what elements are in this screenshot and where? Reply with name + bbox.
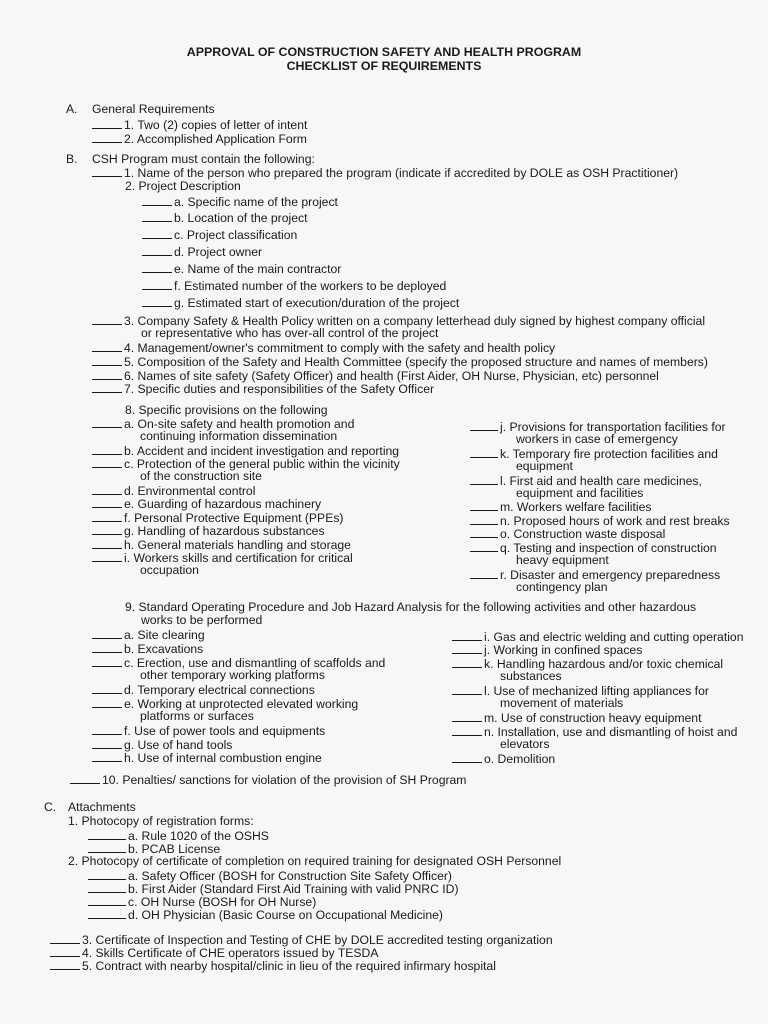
item-label: b. PCAB License (128, 842, 221, 856)
project-desc-b (142, 211, 307, 226)
check-blank[interactable] (92, 511, 122, 522)
item-label: 3. Certificate of Inspection and Testing of CHE by DOLE accredited testing organization (82, 933, 553, 947)
sop-right-item (452, 643, 642, 658)
project-desc-d (142, 245, 262, 260)
item-label: a. Safety Officer (BOSH for Construction Site Safety Officer) (128, 869, 452, 883)
section-c-item-2d (88, 908, 443, 923)
check-blank[interactable] (92, 444, 122, 455)
item-label: a. Site clearing (124, 628, 205, 642)
check-blank[interactable] (470, 527, 498, 538)
provision-left-item (92, 551, 353, 566)
item-label: of the construction site (140, 469, 262, 483)
item-label: 10. Penalties/ sanctions for violation of the provision of SH Program (102, 773, 467, 787)
section-c-item-2: 2. Photocopy of certificate of completion on required training for designated OSH Personnel (68, 854, 562, 868)
check-blank[interactable] (50, 959, 80, 970)
check-blank[interactable] (92, 697, 122, 708)
item-label: 3. Company Safety & Health Policy written on a company letterhead duly signed by highest company official (124, 314, 706, 328)
item-label: movement of materials (500, 696, 624, 710)
check-blank[interactable] (142, 211, 172, 222)
sop-right-item (452, 657, 723, 672)
section-b-item-10 (70, 773, 466, 788)
item-label: e. Working at unprotected elevated working (124, 697, 359, 711)
section-c-item-5 (50, 959, 496, 974)
item-label: occupation (140, 563, 199, 577)
provision-right-item-cont (516, 460, 573, 474)
check-blank[interactable] (142, 262, 172, 273)
section-b-heading: CSH Program must contain the following: (92, 152, 315, 166)
item-label: g. Handling of hazardous substances (124, 524, 325, 538)
item-label: e. Name of the main contractor (174, 262, 342, 276)
check-blank[interactable] (452, 725, 482, 736)
sop-right-item-cont (500, 738, 549, 752)
check-blank[interactable] (92, 751, 122, 762)
item-label: d. Environmental control (124, 484, 256, 498)
item-label: 1. Two (2) copies of letter of intent (124, 118, 308, 132)
item-label: q. Testing and inspection of construction (500, 541, 717, 555)
section-b-item-5 (92, 355, 708, 370)
item-label: r. Disaster and emergency preparedness (500, 568, 721, 582)
item-label: l. First aid and health care medicines, (500, 474, 702, 488)
project-desc-e (142, 262, 341, 277)
check-blank[interactable] (92, 656, 122, 667)
item-label: m. Workers welfare facilities (500, 500, 652, 514)
check-blank[interactable] (92, 628, 122, 639)
provision-right-item-cont (516, 554, 609, 568)
item-label: 7. Specific duties and responsibilities of the Safety Officer (124, 382, 435, 396)
check-blank[interactable] (92, 341, 122, 352)
section-c-heading: Attachments (68, 800, 136, 814)
sop-left-item (92, 724, 325, 739)
item-label: b. Excavations (124, 642, 204, 656)
provision-left-item (92, 524, 325, 539)
item-label: contingency plan (516, 580, 608, 594)
check-blank[interactable] (452, 643, 482, 654)
item-label: 5. Contract with nearby hospital/clinic in lieu of the required infirmary hospital (82, 959, 496, 973)
check-blank[interactable] (92, 417, 122, 428)
item-label: 2. Accomplished Application Form (124, 132, 307, 146)
provision-right-item (470, 447, 718, 462)
item-label: c. OH Nurse (BOSH for OH Nurse) (128, 895, 317, 909)
provision-right-item (470, 527, 665, 542)
item-label: workers in case of emergency (516, 432, 678, 446)
check-blank[interactable] (470, 541, 498, 552)
check-blank[interactable] (88, 842, 126, 853)
item-label: d. OH Physician (Basic Course on Occupational Medicine) (128, 908, 443, 922)
check-blank[interactable] (142, 245, 172, 256)
check-blank[interactable] (452, 630, 482, 641)
item-label: h. General materials handling and storage (124, 538, 351, 552)
check-blank[interactable] (92, 524, 122, 535)
item-label: equipment and facilities (516, 486, 644, 500)
check-blank[interactable] (92, 132, 122, 143)
section-b-letter: B. (66, 152, 78, 166)
check-blank[interactable] (470, 514, 498, 525)
check-blank[interactable] (92, 314, 122, 325)
provision-right-item-cont (516, 433, 678, 447)
check-blank[interactable] (142, 279, 172, 290)
section-b-item-9: 9. Standard Operating Procedure and Job Hazard Analysis for the following activities and other hazardous (125, 600, 697, 614)
check-blank[interactable] (470, 447, 498, 458)
item-label: b. Accident and incident investigation and reporting (124, 444, 400, 458)
item-label: n. Proposed hours of work and rest breaks (500, 514, 730, 528)
check-blank[interactable] (88, 829, 126, 840)
check-blank[interactable] (88, 882, 126, 893)
item-label: o. Demolition (484, 752, 556, 766)
section-c-item-1: 1. Photocopy of registration forms: (68, 814, 254, 828)
check-blank[interactable] (470, 500, 498, 511)
item-label: m. Use of construction heavy equipment (484, 711, 702, 725)
check-blank[interactable] (50, 946, 80, 957)
item-label: e. Guarding of hazardous machinery (124, 497, 322, 511)
item-label: heavy equipment (516, 553, 609, 567)
item-label: equipment (516, 459, 573, 473)
project-desc-g (142, 296, 459, 311)
item-label: c. Protection of the general public within the vicinity (124, 457, 400, 471)
sop-left-item (92, 683, 315, 698)
sop-left-item-cont (140, 710, 254, 724)
check-blank[interactable] (470, 420, 498, 431)
sop-right-item-cont (500, 697, 623, 711)
check-blank[interactable] (142, 228, 172, 239)
item-label: b. Location of the project (174, 211, 308, 225)
section-b-item-3-cont: or representative who has over-all control of the project (141, 326, 439, 340)
item-label: f. Use of power tools and equipments (124, 724, 326, 738)
item-label: elevators (500, 737, 550, 751)
check-blank[interactable] (92, 382, 122, 393)
check-blank[interactable] (92, 642, 122, 653)
item-label: g. Use of hand tools (124, 738, 233, 752)
provision-left-item (92, 497, 321, 512)
section-a-heading: General Requirements (92, 102, 215, 116)
check-blank[interactable] (92, 118, 122, 129)
sop-right-item (452, 711, 701, 726)
check-blank[interactable] (92, 457, 122, 468)
provision-right-item (470, 500, 651, 515)
item-label: 4. Management/owner's commitment to comply with the safety and health policy (124, 341, 556, 355)
sop-left-item (92, 642, 203, 657)
section-b-item-4 (92, 341, 555, 356)
item-label: 4. Skills Certificate of CHE operators issued by TESDA (82, 946, 379, 960)
item-label: l. Use of mechanized lifting appliances for (484, 684, 709, 698)
check-blank[interactable] (92, 497, 122, 508)
item-label: substances (500, 669, 562, 683)
check-blank[interactable] (88, 908, 126, 919)
item-label: 1. Name of the person who prepared the program (indicate if accredited by DOLE as OSH Practitioner) (124, 166, 679, 180)
section-a-item-1 (92, 118, 307, 133)
item-label: f. Personal Protective Equipment (PPEs) (124, 511, 344, 525)
check-blank[interactable] (92, 538, 122, 549)
check-blank[interactable] (92, 355, 122, 366)
item-label: 5. Composition of the Safety and Health Committee (specify the proposed structure and names of members) (124, 355, 708, 369)
provision-left-item-cont (140, 470, 262, 484)
item-label: f. Estimated number of the workers to be deployed (174, 279, 447, 293)
item-label: i. Workers skills and certification for critical (124, 551, 353, 565)
item-label: g. Estimated start of execution/duration of the project (174, 296, 460, 310)
sop-left-item-cont (140, 669, 325, 683)
check-blank[interactable] (92, 724, 122, 735)
section-b-item-2: 2. Project Description (125, 179, 241, 193)
item-label: a. Rule 1020 of the OSHS (128, 829, 269, 843)
item-label: k. Temporary fire protection facilities and (500, 447, 718, 461)
check-blank[interactable] (142, 195, 172, 206)
check-blank[interactable] (452, 657, 482, 668)
check-blank[interactable] (88, 895, 126, 906)
item-label: 6. Names of site safety (Safety Officer) and health (First Aider, OH Nurse, Physician, etc) personnel (124, 369, 659, 383)
item-label: j. Provisions for transportation facilities for (500, 420, 726, 434)
item-label: j. Working in confined spaces (484, 643, 643, 657)
item-label: other temporary working platforms (140, 668, 325, 682)
item-label: b. First Aider (Standard First Aid Training with valid PNRC ID) (128, 882, 459, 896)
sop-left-item (92, 628, 205, 643)
sop-right-item (452, 752, 555, 767)
section-a-letter: A. (66, 102, 78, 116)
provision-right-item-cont (516, 581, 607, 595)
check-blank[interactable] (92, 551, 122, 562)
check-blank[interactable] (142, 296, 172, 307)
section-a-item-2 (92, 132, 307, 147)
check-blank[interactable] (92, 369, 122, 380)
check-blank[interactable] (92, 166, 122, 177)
section-b-item-7 (92, 382, 434, 397)
check-blank[interactable] (92, 738, 122, 749)
check-blank[interactable] (50, 933, 80, 944)
item-label: o. Construction waste disposal (500, 527, 666, 541)
sop-left-item (92, 751, 322, 766)
title-line-1: APPROVAL OF CONSTRUCTION SAFETY AND HEALTH PROGRAM (186, 45, 582, 59)
project-desc-a (142, 195, 338, 210)
check-blank[interactable] (470, 474, 498, 485)
item-label: n. Installation, use and dismantling of hoist and (484, 725, 738, 739)
check-blank[interactable] (88, 869, 126, 880)
project-desc-c (142, 228, 297, 243)
check-blank[interactable] (470, 568, 498, 579)
check-blank[interactable] (452, 752, 482, 763)
item-label: i. Gas and electric welding and cutting operation (484, 630, 744, 644)
section-c-letter: C. (44, 800, 57, 814)
project-desc-f (142, 279, 446, 294)
item-label: h. Use of internal combustion engine (124, 751, 322, 765)
section-b-item-9-cont: works to be performed (141, 613, 263, 627)
title-line-2: CHECKLIST OF REQUIREMENTS (286, 59, 482, 73)
provision-right-item-cont (516, 487, 643, 501)
item-label: d. Temporary electrical connections (124, 683, 315, 697)
provision-left-item-cont (140, 564, 199, 578)
sop-right-item (452, 725, 737, 740)
check-blank[interactable] (92, 484, 122, 495)
item-label: a. On-site safety and health promotion and (124, 417, 355, 431)
item-label: a. Specific name of the project (174, 195, 338, 209)
provision-left-item-cont (140, 430, 337, 444)
check-blank[interactable] (452, 711, 482, 722)
sop-right-item-cont (500, 670, 562, 684)
item-label: platforms or surfaces (140, 709, 254, 723)
item-label: d. Project owner (174, 245, 263, 259)
check-blank[interactable] (92, 683, 122, 694)
check-blank[interactable] (452, 684, 482, 695)
item-label: c. Project classification (174, 228, 298, 242)
item-label: c. Erection, use and dismantling of scaffolds and (124, 656, 386, 670)
check-blank[interactable] (70, 773, 100, 784)
section-b-item-8: 8. Specific provisions on the following (125, 403, 328, 417)
item-label: continuing information dissemination (140, 429, 338, 443)
item-label: k. Handling hazardous and/or toxic chemical (484, 657, 724, 671)
